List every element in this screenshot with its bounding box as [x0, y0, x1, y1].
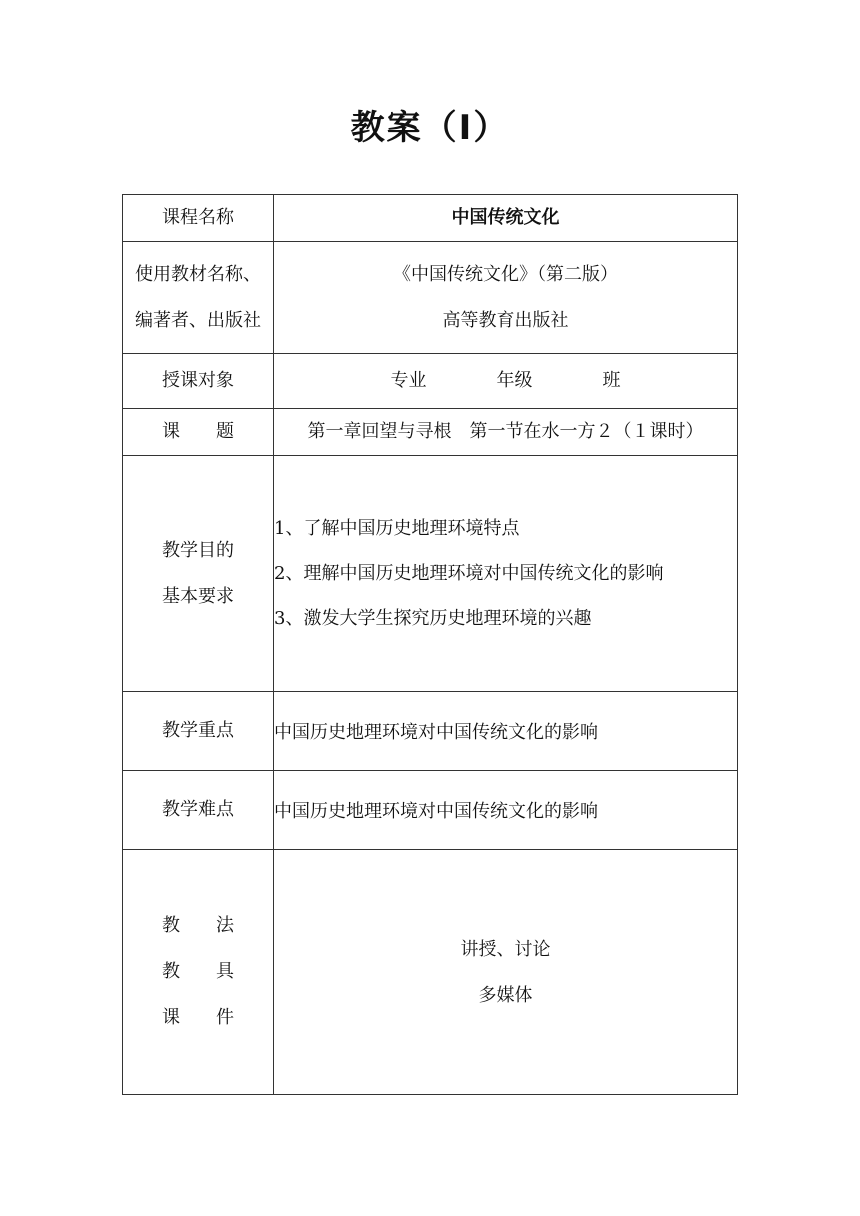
- objective-item: 1、了解中国历史地理环境特点: [274, 518, 520, 539]
- objectives-label-line2: 基本要求: [162, 585, 234, 607]
- row-audience: [123, 354, 738, 409]
- textbook-value: [274, 242, 738, 354]
- course-name-label: 课程名称: [123, 195, 274, 242]
- methods-label-line1: 教 法: [162, 915, 234, 936]
- textbook-publisher: 高等教育出版社: [442, 309, 569, 331]
- textbook-title: 《中国传统文化》（第二版）: [393, 263, 618, 285]
- row-topic: [123, 409, 738, 456]
- textbook-label-line1: 使用教材名称、: [135, 263, 261, 285]
- methods-label-line2: 教 具: [162, 961, 234, 982]
- objectives-value: [274, 456, 738, 692]
- methods-label: [123, 850, 274, 1095]
- difficulties-value: 中国历史地理环境对中国传统文化的影响: [274, 771, 738, 850]
- objective-item: 3、激发大学生探究历史地理环境的兴趣: [274, 608, 592, 629]
- difficulties-label: 教学难点: [123, 771, 274, 850]
- topic-value: 第一章回望与寻根 第一节在水一方２（１课时）: [274, 409, 738, 456]
- audience-label: 授课对象: [123, 354, 274, 409]
- methods-tools: 多媒体: [478, 985, 533, 1006]
- key-points-label: 教学重点: [123, 692, 274, 771]
- methods-teaching: 讲授、讨论: [460, 939, 551, 960]
- textbook-label-line2: 编著者、出版社: [135, 309, 261, 331]
- textbook-label: [123, 242, 274, 354]
- row-difficulties: [123, 771, 738, 850]
- row-objectives: [123, 456, 738, 692]
- course-name-value: 中国传统文化: [274, 195, 738, 242]
- audience-major: 专业: [390, 370, 427, 391]
- methods-label-line3: 课 件: [162, 1007, 234, 1028]
- methods-value: [274, 850, 738, 1095]
- document-title: 教案（Ⅰ）: [350, 108, 510, 148]
- row-key-points: [123, 692, 738, 771]
- objectives-label: [123, 456, 274, 692]
- row-course-name: [123, 195, 738, 242]
- lesson-plan-table: [122, 194, 738, 1095]
- audience-grade: 年级: [496, 370, 533, 391]
- audience-value: [274, 354, 738, 409]
- topic-label: 课 题: [123, 409, 274, 456]
- objectives-label-line1: 教学目的: [162, 539, 234, 561]
- audience-class: 班: [602, 370, 621, 391]
- objective-item: 2、理解中国历史地理环境对中国传统文化的影响: [274, 563, 664, 584]
- row-methods: [123, 850, 738, 1095]
- key-points-value: 中国历史地理环境对中国传统文化的影响: [274, 692, 738, 771]
- row-textbook: [123, 242, 738, 354]
